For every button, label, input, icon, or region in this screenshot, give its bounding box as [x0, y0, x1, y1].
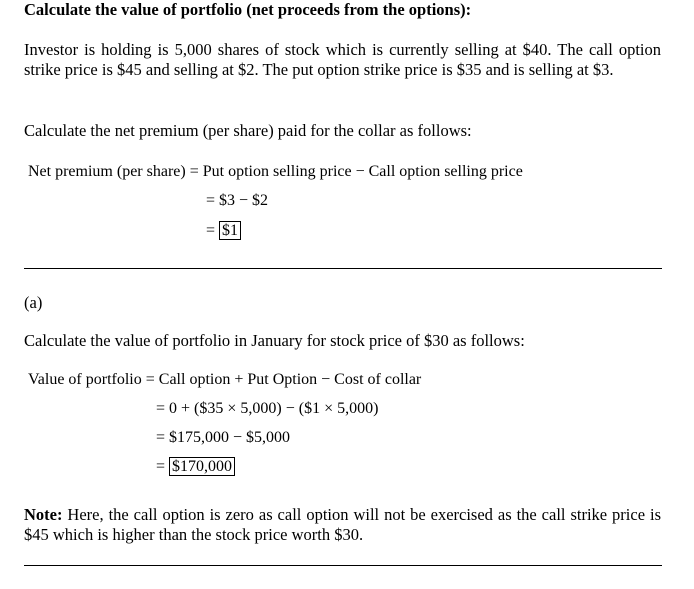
section-divider [24, 268, 662, 269]
net-premium-equation-line-2: = $3 − $2 [206, 192, 269, 209]
portfolio-intro: Calculate the value of portfolio in January for stock price of $30 as follows: [24, 331, 525, 350]
note-text: Here, the call option is zero as call option will not be exercised as the call strike price is $45 which is higher than the stock price worth $30. [24, 505, 661, 544]
portfolio-result-box: $170,000 [169, 457, 235, 476]
part-label: (a) [24, 293, 43, 312]
portfolio-equation-line-1: Value of portfolio = Call option + Put Option − Cost of collar [28, 371, 422, 388]
net-premium-intro: Calculate the net premium (per share) paid for the collar as follows: [24, 121, 472, 140]
net-premium-result-box: $1 [219, 221, 241, 240]
note-paragraph [24, 505, 661, 545]
intro-paragraph: Investor is holding is 5,000 shares of stock which is currently selling at $40. The call option strike price is $45 and selling at $2. The put option strike price is $35 and is selling at $3. [24, 40, 661, 79]
equals-sign: = [206, 222, 216, 239]
portfolio-equation-line-4 [156, 458, 235, 476]
page-heading: Calculate the value of portfolio (net proceeds from the options): [24, 0, 472, 19]
net-premium-equation-line-1: Net premium (per share) = Put option selling price − Call option selling price [28, 163, 523, 180]
portfolio-equation-line-3: = $175,000 − $5,000 [156, 429, 291, 446]
equals-sign: = [156, 458, 166, 475]
portfolio-equation-line-2: = 0 + ($35 × 5,000) − ($1 × 5,000) [156, 400, 379, 417]
note-label: Note: [24, 505, 63, 524]
bottom-divider [24, 565, 662, 566]
net-premium-equation-line-3 [206, 222, 241, 240]
